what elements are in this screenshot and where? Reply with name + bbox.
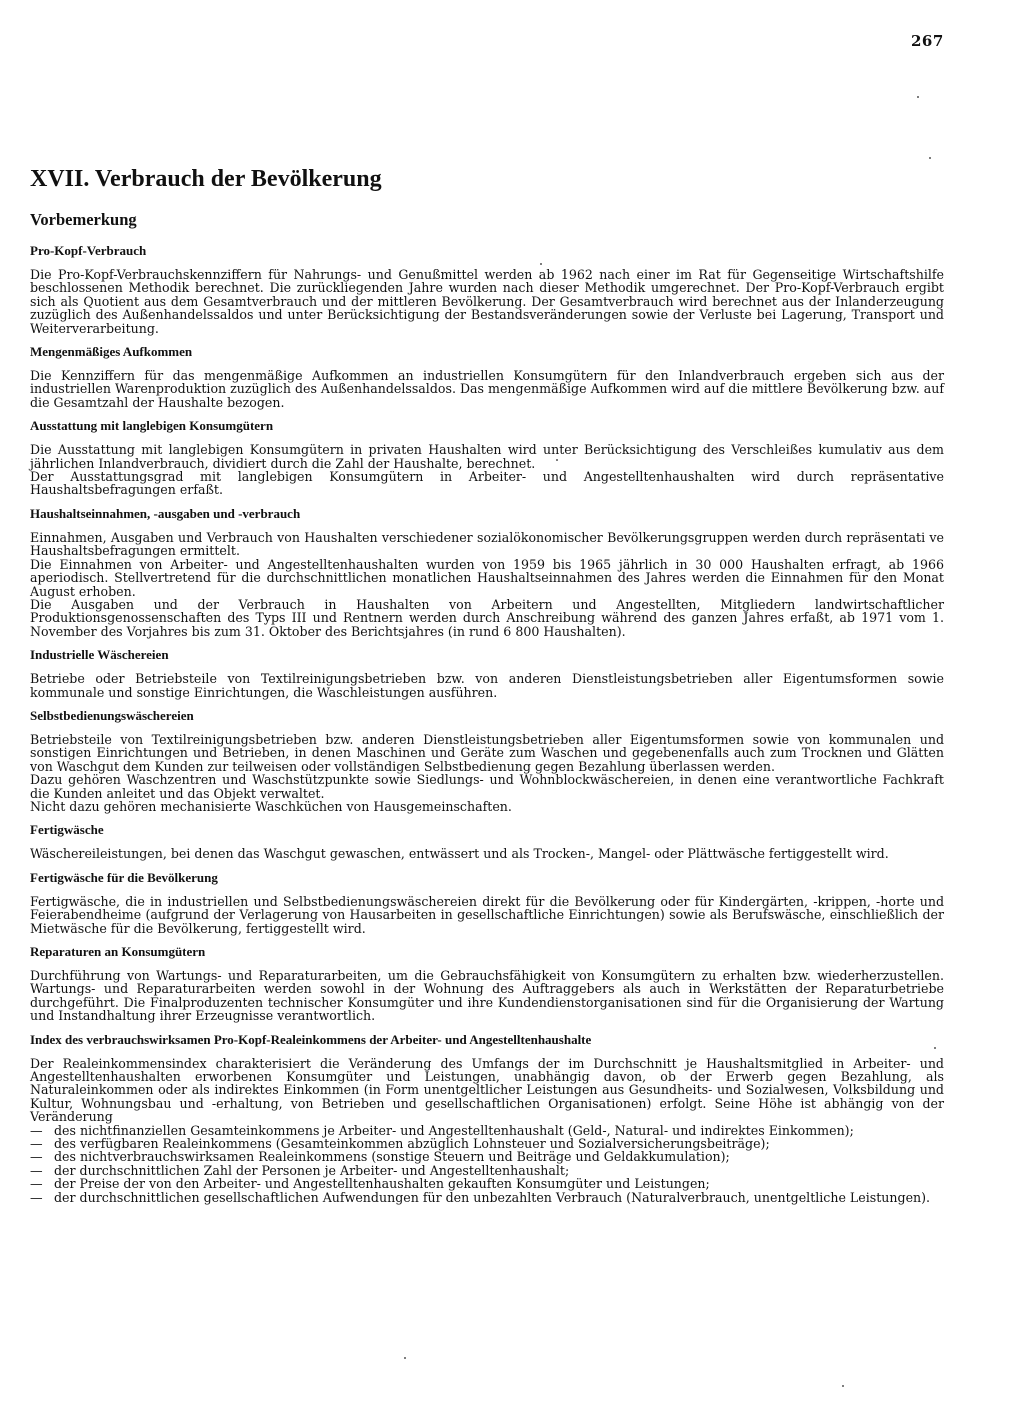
section-paragraph: Die Einnahmen von Arbeiter- und Angestelltenhaushalten wurden von 1959 bis 1965 jährlich in 30 000 Haushalten erfragt, ab 1966 aperiodisch. Stellvertretend für die durchschnittlichen monatlichen Haushaltseinnahmen des Jahres werden die Einnahmen für den Monat August erhoben. — [30, 556, 944, 599]
scan-speck — [842, 1385, 844, 1387]
section-paragraph: Betriebsteile von Textilreinigungsbetrieben bzw. anderen Dienstleistungsbetrieben aller Eigentumsformen sowie von kommunalen und sonstigen Einrichtungen und Betrieben, in denen Maschinen und Geräte zum Waschen und gegebenenfalls auch zum Trocknen und Glätten von Waschgut dem Kunden zur teilweisen oder vollständigen Selbstbedienung gegen Bezahlung überlassen werden. — [30, 731, 944, 774]
section-paragraph: Der Ausstattungsgrad mit langlebigen Konsumgütern in Arbeiter- und Angestelltenhaushalten wird durch repräsentative Haushaltsbefragungen erfaßt. — [30, 469, 944, 498]
section-heading: Fertigwäsche für die Bevölkerung — [30, 869, 218, 885]
document-body — [30, 166, 944, 1213]
section-heading: Fertigwäsche — [30, 822, 104, 838]
section — [30, 708, 944, 813]
scan-speck — [917, 96, 919, 98]
list-item-text: der durchschnittlichen gesellschaftlichen Aufwendungen für den unbezahlten Verbrauch (Naturalverbrauch, unentgeltliche Leistungen). — [54, 1189, 931, 1205]
section-heading: Industrielle Wäschereien — [30, 647, 169, 663]
section-heading: Ausstattung mit langlebigen Konsumgütern — [30, 418, 274, 434]
chapter-title: XVII. Verbrauch der Bevölkerung — [30, 166, 382, 192]
list-item — [30, 1124, 944, 1137]
sections-container — [30, 243, 944, 1204]
list-item — [30, 1177, 944, 1190]
section-paragraph: Die Ausstattung mit langlebigen Konsumgütern in privaten Haushalten wird unter Berücksichtigung des Verschleißes kumulativ aus dem jährlichen Inlandverbrauch, dividiert durch die Zahl der Haushalte, berechnet. — [30, 442, 944, 471]
list-item-text: des nichtfinanziellen Gesamteinkommens je Arbeiter- und Angestelltenhaushalt (Geld-, Natural- und indirektes Einkommen); — [54, 1122, 854, 1138]
section-heading: Reparaturen an Konsumgütern — [30, 944, 206, 959]
list-item — [30, 1150, 944, 1163]
list-dash: — — [30, 1122, 43, 1138]
list-dash: — — [30, 1136, 43, 1152]
section-heading: Haushaltseinnahmen, -ausgaben und -verbrauch — [30, 505, 301, 521]
list-item — [30, 1191, 944, 1204]
section — [30, 944, 944, 1023]
section — [30, 506, 944, 638]
section — [30, 1032, 944, 1204]
section — [30, 243, 944, 335]
section-paragraph: Einnahmen, Ausgaben und Verbrauch von Haushalten verschiedener sozialökonomischer Bevölkerungsgruppen werden durch repräsentati ve Haushaltsbefragungen ermittelt. — [30, 529, 944, 559]
section-heading: Mengenmäßiges Aufkommen — [30, 344, 193, 360]
preliminary-remarks-heading: Vorbemerkung — [30, 210, 137, 229]
list-item-text: des verfügbaren Realeinkommens (Gesamteinkommen abzüglich Lohnsteuer und Sozialversicherungsbeiträge); — [54, 1136, 770, 1152]
list-item-text: der durchschnittlichen Zahl der Personen je Arbeiter- und Angestelltenhaushalt; — [54, 1162, 570, 1178]
section-paragraph: Durchführung von Wartungs- und Reparaturarbeiten, um die Gebrauchsfähigkeit von Konsumgütern zu erhalten bzw. wiederherzustellen. Wartungs- und Reparaturarbeiten werden sowohl in der Wohnung des Auftraggebers als auch in Werkstätten der Reparaturbetriebe durchgeführt. Die Finalproduzenten technischer Konsumgüter und ihre Kundendienstorganisationen sind für die Organisierung der Wartung und Instandhaltung ihrer Erzeugnisse verantwortlich. — [30, 968, 944, 1024]
section-paragraph: Wäschereileistungen, bei denen das Waschgut gewaschen, entwässert und als Trocken-, Mangel- oder Plättwäsche fertiggestellt wird. — [30, 846, 889, 862]
dash-list — [30, 1124, 944, 1204]
page-number: 267 — [911, 32, 944, 50]
section-paragraph: Betriebe oder Betriebsteile von Textilreinigungsbetrieben bzw. von anderen Dienstleistungsbetrieben aller Eigentumsformen sowie kommunale und sonstige Einrichtungen, die Waschleistungen ausführen. — [30, 671, 944, 700]
scan-speck — [404, 1357, 406, 1359]
section-paragraph: Dazu gehören Waschzentren und Waschstützpunkte sowie Siedlungs- und Wohnblockwäschereien, in denen eine verantwortliche Fachkraft die Kunden anleitet und das Objekt verwaltet. — [30, 772, 944, 801]
section-heading: Selbstbedienungswäschereien — [30, 707, 194, 723]
list-dash: — — [30, 1149, 43, 1165]
list-item-text: der Preise der von den Arbeiter- und Angestelltenhaushalten gekauften Konsumgüter und Leistungen; — [54, 1176, 710, 1192]
list-item — [30, 1164, 944, 1177]
scan-speck — [929, 157, 931, 159]
section-heading: Index des verbrauchswirksamen Pro-Kopf-Realeinkommens der Arbeiter- und Angestelltenhaushalte — [30, 1031, 592, 1047]
section-paragraph: Nicht dazu gehören mechanisierte Waschküchen von Hausgemeinschaften. — [30, 798, 512, 814]
section-paragraph: Die Kennziffern für das mengenmäßige Aufkommen an industriellen Konsumgütern für den Inlandverbrauch ergeben sich aus der industriellen Warenproduktion zuzüglich des Außenhandelssaldos. Das mengenmäßige Aufkommen wird auf die mittlere Bevölkerung bzw. auf die Gesamtzahl der Haushalte bezogen. — [30, 368, 944, 410]
list-item-text: des nichtverbrauchswirksamen Realeinkommens (sonstige Steuern und Beiträge und Geldakkumulation); — [54, 1149, 730, 1165]
section — [30, 344, 944, 409]
section-paragraph: Fertigwäsche, die in industriellen und Selbstbedienungswäschereien direkt für die Bevölkerung oder für Kindergärten, -krippen, -horte und Feierabendheime (aufgrund der Verlagerung von Hausarbeiten in gesellschaftliche Einrichtungen) sowie als Berufswäsche, einschließlich der Mietwäsche für die Bevölkerung, fertiggestellt wird. — [30, 893, 944, 936]
section — [30, 418, 944, 497]
section-paragraph: Die Pro-Kopf-Verbrauchskennziffern für Nahrungs- und Genußmittel werden ab 1962 nach einer im Rat für Gegenseitige Wirtschaftshilfe beschlossenen Methodik berechnet. Die zurückliegenden Jahre wurden nach dieser Methodik umgerechnet. Der Pro-Kopf-Verbrauch ergibt sich als Quotient aus dem Gesamtverbrauch und der mittleren Bevölkerung. Der Gesamtverbrauch wird berechnet aus der Inlanderzeugung zuzüglich des Außenhandelssaldos und unter Berücksichtigung der Bestandsveränderungen sowie der Verluste bei Lagerung, Transport und Weiterverarbeitung. — [30, 267, 944, 336]
section — [30, 822, 944, 860]
list-dash: — — [30, 1162, 43, 1178]
list-dash: — — [30, 1189, 43, 1205]
section — [30, 870, 944, 935]
section — [30, 647, 944, 699]
section-heading: Pro-Kopf-Verbrauch — [30, 243, 147, 258]
section-paragraph: Die Ausgaben und der Verbrauch in Haushalten von Arbeitern und Angestellten, Mitgliedern landwirtschaftlicher Produktionsgenossenschaften des Typs III und Rentnern werden durch Anschreibung während des ganzen Jahres erfaßt, ab 1971 vom 1. November des Vorjahres bis zum 31. Oktober des Berichtsjahres (in rund 6 800 Haushalten). — [30, 596, 944, 639]
list-item — [30, 1137, 944, 1150]
list-dash: — — [30, 1176, 43, 1192]
section-paragraph: Der Realeinkommensindex charakterisiert die Veränderung des Umfangs der im Durchschnitt je Haushaltsmitglied in Arbeiter- und Angestelltenhaushalten erworbenen Konsumgüter und Leistungen, unabhängig davon, ob der Erwerb gegen Bezahlung, als Naturaleinkommen oder als indirektes Einkommen (in Form unentgeltlicher Leistungen aus Gesundheits- und Sozialwesen, Volksbildung und Kultur, Wohnungsbau und -erhaltung, von Betrieben und gesellschaftlichen Organisationen) erfolgt. Seine Höhe ist abhängig von der Veränderung — [30, 1055, 944, 1125]
